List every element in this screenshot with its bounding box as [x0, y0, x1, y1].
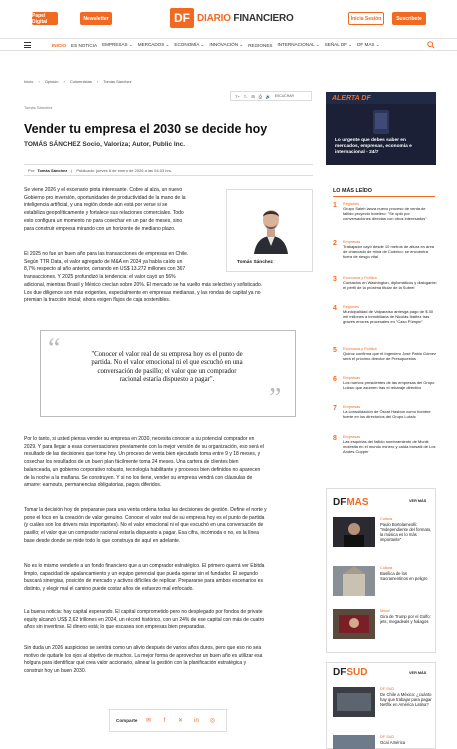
alerta-text: Lo urgente que debes saber en mercados, empresas, economía e internacional - 24/7 — [335, 138, 412, 155]
text-line: transacciones. Y 2025 profundizó la tendencia: el valor cayó un 56% — [24, 274, 176, 281]
text-line: buscará sinergias, posición de mercado y activos difíciles de replicar. Prepararse para ambos escenarios es — [24, 578, 264, 585]
dfmas-logo-df: DF — [333, 497, 347, 508]
pull-quote — [40, 330, 296, 417]
card-headline: Ocaí América — [380, 740, 406, 745]
font-increase-button[interactable]: T+ — [235, 93, 240, 99]
logo-word-diario: DIARIO — [197, 12, 231, 24]
article-kicker[interactable]: Tomás Sánchez — [24, 105, 53, 110]
item-headline: La consolidación de Óscar Hasbún como hombre fuerte en los directorios del Grupo Luksic — [343, 409, 431, 419]
nav-item-internacional[interactable]: INTERNACIONAL ⌄ — [277, 42, 320, 47]
text-line: Tomar la decisión hoy de prepararse para una venta ordena todas las decisiones de gestión. Define el norte y — [24, 507, 267, 513]
open-quote-icon: “ — [48, 333, 61, 364]
article-meta — [24, 164, 313, 176]
dfsud-card[interactable] — [333, 735, 433, 749]
text-line: 2029. Y para llegar a esas conversaciones previamente con la mejor versión de su organización, eso será el — [24, 443, 264, 450]
whatsapp-icon[interactable]: ◎ — [209, 717, 216, 724]
card-headline: De Chile a México: ¿cuánto hay que trabajar para pagar Netflix en América Latina? — [380, 692, 432, 707]
text-line: El 2025 no fue un buen año para las transacciones de empresas en Chile. — [24, 251, 189, 257]
text-line: Los due diligence son más exigentes, especialmente en empresas medianas, y las rondas de capital ya no — [24, 289, 261, 296]
meta-published: Publicado: jueves 8 de enero de 2026 a las 04:03 hrs. — [76, 167, 172, 173]
item-section: Empresas — [343, 240, 361, 244]
item-headline: Grupo Saieh lanza nuevo proceso de venta de fallido proyecto hotelero: "Se optó por conversaciones directas con otros interesados" — [343, 206, 427, 221]
item-headline: Trabajador cayó desde 10 metros de altura en área de chancado de mina de Codelco: se encuentra fuera de riesgo vital — [343, 244, 435, 259]
subscribe-button[interactable]: Suscríbete — [392, 12, 426, 25]
text-line: No es lo mismo venderle a un fondo financiero que a un comprador estratégico. El primero querrá ver Ebitda — [24, 563, 265, 569]
text-line: Según TTR Data, el valor agregado de M&A en 2024 ya había caído un — [24, 258, 183, 265]
nav-item-senal-df[interactable]: SEÑAL DF ⌄ — [324, 42, 353, 47]
text-line: adicional, mientras Brasil y México crecían sobre 20%. El mercado se ha vuelto más selectivo y sofisticado. — [24, 281, 263, 288]
item-section: Regiones — [343, 202, 360, 206]
nav-item-es-noticia[interactable]: ES NOTICIA — [71, 42, 98, 48]
card-headline: Basílica de los Sacramentinos en peligro — [380, 571, 428, 581]
card-image — [333, 687, 375, 717]
text-line: holgura para identificar qué crea valor accionario, alinear la gestión con la planificación estratégica y — [24, 660, 247, 667]
nav-items — [52, 39, 385, 51]
article-paragraph — [24, 609, 314, 632]
ver-mas-link[interactable]: VER MÁS — [409, 671, 427, 675]
text-line: Gobierno pro inversión, oportunidades de productividad de la mano de la — [24, 194, 186, 201]
item-headline: Contactos en Washington, diplomáticos y dialogante: el perfil de la próxima titular de la Subrei — [343, 280, 437, 290]
breadcrumb-separator: › — [63, 79, 65, 84]
nav-item-inicio[interactable]: INICIO — [52, 42, 67, 48]
rank-number: 1 — [333, 202, 337, 209]
share-bar — [109, 709, 227, 732]
meta-author[interactable]: Tomás Sánchez — [37, 167, 68, 173]
nav-item-economia[interactable]: ECONOMÍA ⌄ — [174, 42, 205, 47]
breadcrumb — [24, 79, 137, 84]
site-logo[interactable] — [170, 8, 294, 28]
dfsud-logo-df: DF — [333, 667, 347, 678]
item-section: Economía y Política — [343, 276, 377, 280]
logo-wordmark — [197, 13, 294, 24]
text-line: estabiliza geopolíticamente y fortalece sus relaciones comerciales. Todo — [24, 210, 184, 217]
main-nav — [0, 38, 457, 51]
meta-by-label: Por: — [28, 167, 36, 173]
text-line: pasillo; el valor que un comprador racional estaría dispuesto a pagar. Esa cifra, incómoda o no, es la línea — [24, 530, 259, 537]
card-image — [333, 735, 375, 749]
search-icon[interactable] — [427, 41, 435, 49]
article-paragraph — [24, 187, 224, 233]
listen-button[interactable]: ESCUCHAR — [274, 94, 294, 98]
rank-number: 5 — [333, 347, 337, 354]
author-photo — [250, 198, 292, 254]
article-byline: TOMÁS SÁNCHEZ Socio, Valoriza; Autor, Public Inc. — [24, 141, 186, 148]
rank-number: 6 — [333, 376, 337, 383]
most-read-divider — [333, 196, 435, 197]
email-icon[interactable]: ✉ — [145, 717, 151, 724]
item-section: Regiones — [343, 305, 360, 309]
item-headline: Las esquirlas del fallido nombramiento de Montt: molestia en el mundo minero y caída bursátil de Los Andes Copper — [343, 439, 436, 454]
author-name: Tomás Sánchez — [237, 260, 273, 265]
card-section: Mood — [380, 609, 390, 613]
text-line: premian la tracción inicial; ahora exigen flujos de caja sostenibles. — [24, 297, 171, 304]
dfmas-card[interactable] — [333, 517, 433, 549]
text-line: limpio, capacidad de apalancamiento y un equipo gerencial que pueda operar sin el fundador. El segundo — [24, 570, 258, 577]
dfmas-card[interactable] — [333, 566, 433, 598]
card-section: Cultura — [380, 517, 393, 521]
meta-divider: | — [71, 167, 73, 173]
dfmas-logo[interactable] — [333, 497, 369, 508]
card-image — [333, 609, 375, 639]
item-headline: Quiroz confirma que el Ingeniero José Pablo Gómez será el próximo director de Presupuestos — [343, 351, 436, 361]
text-line: pone el foco en la creación de valor genuino. Conocer el valor real de su empresa hoy es el punto de partida — [24, 514, 265, 521]
item-section: Empresas — [343, 435, 361, 439]
text-line: Se viene 2026 y el escenario pinta interesante. Cobre al alza, un nuevo — [24, 187, 183, 193]
dfsud-widget — [326, 662, 436, 749]
card-section: DF SUD — [380, 687, 395, 691]
dfmas-card[interactable] — [333, 609, 433, 641]
card-image — [333, 517, 375, 547]
rank-number: 3 — [333, 276, 337, 283]
card-headline: Paulo Bortolameolli: "Independiente del formato, la música es lo más importante" — [380, 522, 432, 542]
linkedin-icon[interactable]: in — [194, 717, 199, 724]
logo-word-financiero: FINANCIERO — [233, 12, 294, 24]
text-line: motivo de quitarle los ojos al objetivo de muchos. La mejor forma de aprovechar un buen año es utilizar esa — [24, 652, 263, 659]
alerta-label: ALERTA DF — [332, 95, 371, 102]
dfmas-logo-mas: MAS — [346, 497, 369, 508]
item-section: Empresas — [343, 376, 361, 380]
text-line: de la noche a la mañana. Se construyen. Y si no los tiene, vender su empresa vendrá con cláusulas de — [24, 474, 253, 481]
text-line: resultado de las decisiones que tome hoy. Un proceso de venta bien ejecutado toma entre 9 y 18 meses, y — [24, 451, 261, 458]
text-line: inteligencia artificial, y una región donde aún está por verse si se — [24, 202, 168, 209]
dfsud-logo-sud: SUD — [346, 667, 368, 678]
card-section: DF SUD — [380, 735, 395, 739]
card-image — [333, 566, 375, 596]
text-line: 8,7% respecto al año anterior, cerrando en US$ 13.272 millones con 367 — [24, 266, 186, 273]
text-line: Por lo tanto, si usted piensa vender su empresa en 2030, necesita conocer a su potencial comprador en — [24, 436, 255, 442]
card-section: Cultura — [380, 566, 393, 570]
text-line: equity alcanzó US$ 2,62 trillones en 2024, un récord histórico, con un 24% de ese capital con más de cuatro — [24, 616, 265, 623]
breadcrumb-item[interactable]: Columnistas — [69, 79, 92, 84]
breadcrumb-separator: › — [38, 79, 40, 84]
article-paragraph — [24, 645, 314, 676]
nav-item-innovacion[interactable]: INNOVACIÓN ⌄ — [209, 42, 244, 47]
newsletter-button[interactable]: Newsletter — [80, 12, 112, 25]
df-logo-mark: DF — [170, 8, 194, 28]
rank-number: 7 — [333, 405, 337, 412]
dfsud-card[interactable] — [333, 687, 433, 719]
text-line: cosechar los resultados de un buen plan fácilmente toma 24 meses. Una cartera de clientes bien — [24, 459, 239, 466]
speaker-icon[interactable]: 🔊 — [265, 93, 271, 99]
text-line: distinto, y elegir mal el camino puede costar años de esfuerzo mal enfocado. — [24, 586, 194, 593]
item-section: Economía y Política — [343, 347, 377, 351]
breadcrumb-item[interactable]: Opinión — [44, 79, 59, 84]
text-line: amarre: earnouts, permanencias obligatorias, pagos diferidos. — [24, 482, 162, 489]
text-line: para construir empresa mirando con un horizonte de mediano plazo. — [24, 225, 176, 232]
dfmas-widget — [326, 488, 436, 653]
most-read-title: LO MÁS LEÍDO — [333, 188, 372, 194]
papel-digital-button[interactable]: Papel Digital — [32, 12, 58, 25]
quote-text: "Conocer el valor real de su empresa hoy es el punto de partida. No el valor emocional ni el que escuchó en una conversación de pasillo; el valor que un comprador racional estaría dispuesto a pagar". — [91, 351, 243, 383]
print-icon[interactable]: ⎙ — [258, 93, 262, 99]
top-header — [0, 0, 457, 37]
nav-item-empresas[interactable]: EMPRESAS ⌄ — [102, 42, 133, 47]
rank-number: 8 — [333, 435, 337, 442]
item-headline: Los nuevos presidentes de las empresas del Grupo Luksic que asumen tras el rebaraje directivo — [343, 380, 435, 390]
breadcrumb-item[interactable]: Inicio — [24, 79, 34, 84]
text-line: construir hoy un buen 2030. — [24, 668, 86, 675]
item-section: Empresas — [343, 405, 361, 409]
article-paragraph — [24, 251, 314, 305]
phone-illustration — [361, 110, 401, 134]
card-headline: Gira de Trump por el Golfo: jets, megadeals y halagos — [380, 614, 431, 624]
text-line: base desde donde se mide todo lo que construya de aquí en adelante. — [24, 537, 181, 544]
alerta-df-banner[interactable] — [326, 92, 436, 165]
nav-item-df-mas[interactable]: DF MAS ⌄ — [357, 42, 380, 47]
hamburger-menu-icon[interactable] — [24, 42, 31, 48]
dfsud-logo[interactable] — [333, 667, 367, 678]
login-button[interactable]: Inicia Sesión — [348, 12, 384, 25]
article-title: Vender tu empresa el 2030 se decide hoy — [24, 122, 268, 136]
text-line: esto configura un momento no para cosechar en un par de meses, sino — [24, 217, 183, 224]
nav-item-regiones[interactable]: REGIONES — [248, 42, 273, 48]
text-line: La buena noticia: hay capital esperando. El capital comprometido pero no desplegado por fondos de private — [24, 609, 263, 615]
nav-item-mercados[interactable]: MERCADOS ⌄ — [137, 42, 170, 47]
article-toolbar — [230, 91, 312, 101]
grid-icon[interactable]: ⊞ — [251, 93, 255, 99]
breadcrumb-item: Tomás Sánchez — [103, 79, 132, 84]
rank-number: 2 — [333, 240, 337, 247]
text-line: años sin invertirse. El dinero está; lo que escasea son empresas bien preparadas. — [24, 624, 206, 631]
article-paragraph — [24, 436, 314, 490]
font-decrease-button[interactable]: T- — [243, 93, 248, 99]
share-label: Comparte — [116, 718, 138, 723]
breadcrumb-separator: › — [96, 79, 99, 84]
item-headline: Municipalidad de Valparaíso arriesga pago de $ 30 mil millones a inmobiliaria de Nicolás Ibáñez tras graves errores procesales en "Caso Pümpin" — [343, 309, 433, 324]
text-line: balanceada, un gobierno corporativo robusto, tecnología habilitante y procesos bien definidos no aparecen — [24, 466, 261, 473]
article-paragraph — [24, 563, 314, 594]
text-line: (y cuáles son los drivers más importantes). No el valor emocional ni el que escuchó en una conversación de — [24, 522, 264, 529]
ver-mas-link[interactable]: VER MÁS — [409, 499, 427, 503]
x-twitter-icon[interactable]: ✕ — [177, 717, 183, 724]
text-line: Sin duda un 2026 auspicioso se sentirá como un alivio después de varios años duros, pero que eso no sea — [24, 645, 262, 651]
close-quote-icon: ” — [269, 383, 282, 414]
article-paragraph — [24, 507, 314, 546]
facebook-icon[interactable]: f — [163, 717, 166, 724]
rank-number: 4 — [333, 305, 337, 312]
